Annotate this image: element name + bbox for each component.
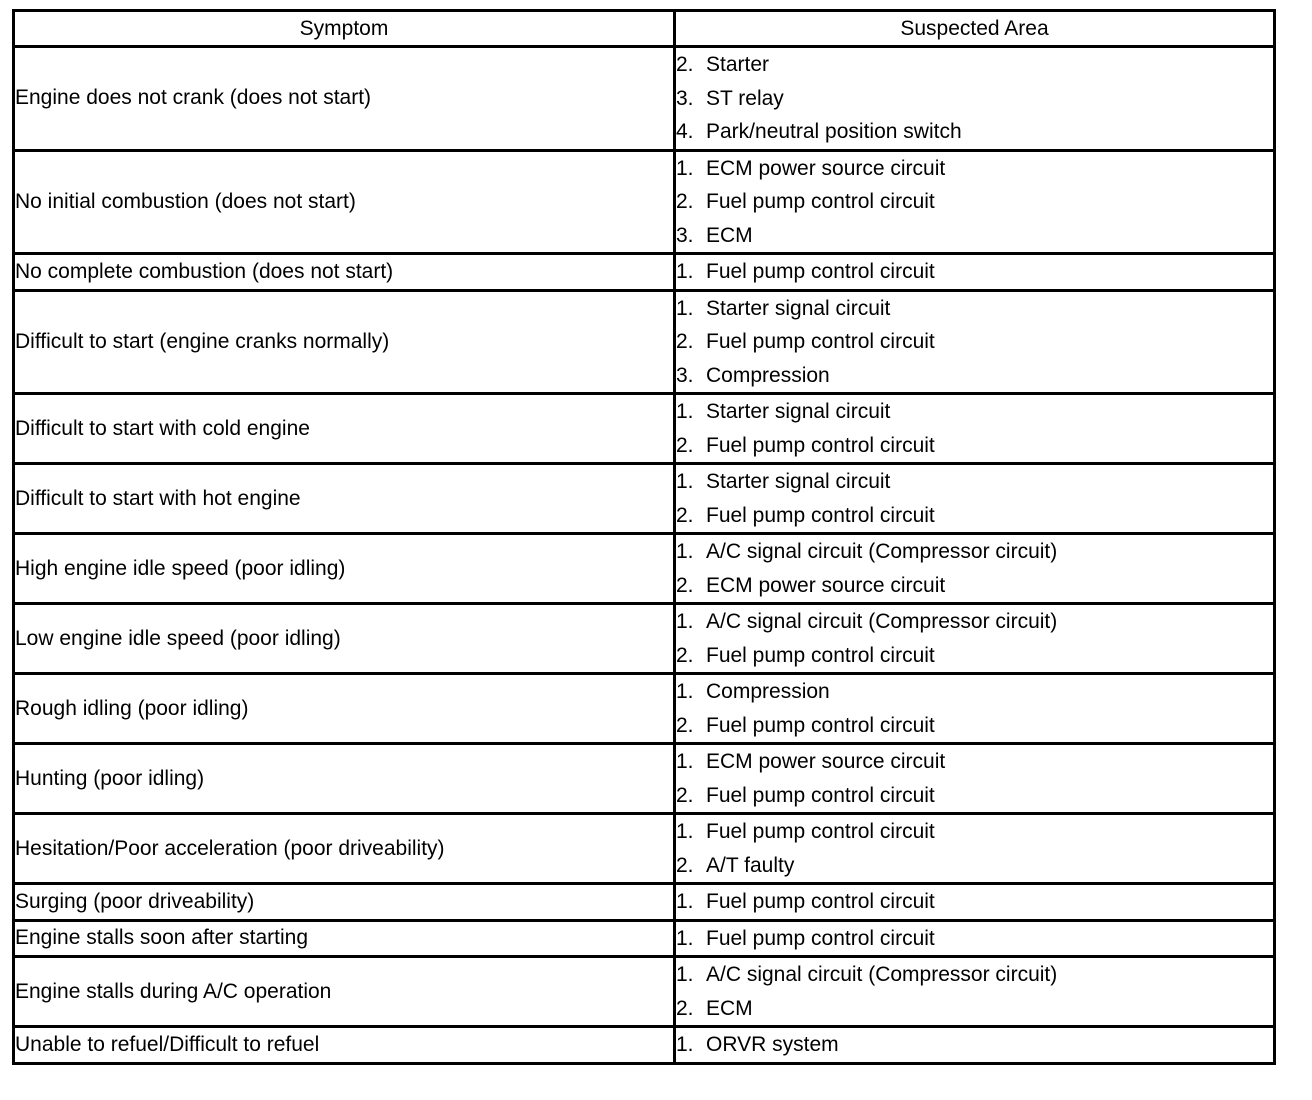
item-text: Fuel pump control circuit <box>706 433 935 457</box>
item-text: ST relay <box>706 86 784 110</box>
item-text: ECM power source circuit <box>706 750 946 773</box>
symptom-cell: No initial combustion (does not start) <box>14 150 675 254</box>
item-text: ECM <box>706 223 753 247</box>
suspected-area-cell <box>675 884 1275 921</box>
suspected-area-item <box>676 922 1273 956</box>
suspected-area-item <box>676 605 1273 639</box>
item-text: ECM <box>706 996 753 1020</box>
table-row <box>14 920 1275 957</box>
table-row <box>14 464 1275 534</box>
item-text: Compression <box>706 680 830 703</box>
table-body <box>14 47 1275 1064</box>
suspected-area-item <box>676 745 1273 779</box>
symptom-cell: Hunting (poor idling) <box>14 744 675 814</box>
table-row <box>14 604 1275 674</box>
symptom-table <box>12 9 1276 1065</box>
suspected-area-item <box>676 535 1273 569</box>
symptom-cell: Engine stalls soon after starting <box>14 920 675 957</box>
item-number: 2. <box>676 996 694 1020</box>
item-number: 2. <box>676 53 694 76</box>
suspected-area-item <box>676 359 1273 393</box>
item-text: A/C signal circuit (Compressor circuit) <box>706 610 1058 633</box>
suspected-area-item <box>676 1028 1273 1062</box>
suspected-area-item <box>676 465 1273 499</box>
symptom-cell: Unable to refuel/Difficult to refuel <box>14 1027 675 1064</box>
symptom-cell: Hesitation/Poor acceleration (poor driveability) <box>14 814 675 884</box>
item-number: 1. <box>676 890 694 913</box>
item-number: 1. <box>676 750 694 773</box>
item-text: Fuel pump control circuit <box>706 890 935 913</box>
suspected-area-item <box>676 675 1273 709</box>
item-number: 1. <box>676 1033 694 1056</box>
suspected-area-item <box>676 815 1273 849</box>
suspected-area-cell <box>675 814 1275 884</box>
suspected-area-cell <box>675 150 1275 254</box>
item-number: 1. <box>676 296 694 320</box>
item-text: Fuel pump control circuit <box>706 503 935 527</box>
table-row <box>14 1027 1275 1064</box>
item-number: 1. <box>676 540 694 563</box>
item-text: Fuel pump control circuit <box>706 926 935 950</box>
item-number: 1. <box>676 680 694 703</box>
item-text: Starter signal circuit <box>706 470 891 493</box>
suspected-area-item <box>676 958 1273 992</box>
item-text: Starter signal circuit <box>706 296 891 320</box>
suspected-area-item <box>676 115 1273 149</box>
suspected-area-cell <box>675 604 1275 674</box>
item-number: 4. <box>676 120 694 143</box>
suspected-area-item <box>676 325 1273 359</box>
suspected-area-item <box>676 219 1273 253</box>
table-row <box>14 290 1275 394</box>
item-number: 2. <box>676 713 694 737</box>
item-number: 2. <box>676 853 694 877</box>
item-number: 1. <box>676 400 694 423</box>
suspected-area-item <box>676 709 1273 743</box>
item-text: Fuel pump control circuit <box>706 643 935 667</box>
suspected-area-cell <box>675 290 1275 394</box>
suspected-area-cell <box>675 394 1275 464</box>
symptom-cell: Engine stalls during A/C operation <box>14 957 675 1027</box>
suspected-area-item <box>676 82 1273 116</box>
table-row <box>14 674 1275 744</box>
item-text: Fuel pump control circuit <box>706 783 935 807</box>
item-number: 3. <box>676 223 694 247</box>
table-row <box>14 254 1275 291</box>
item-text: Starter signal circuit <box>706 400 891 423</box>
suspected-area-cell <box>675 957 1275 1027</box>
table-row <box>14 744 1275 814</box>
suspected-area-cell <box>675 254 1275 291</box>
symptom-cell: Surging (poor driveability) <box>14 884 675 921</box>
item-text: A/C signal circuit (Compressor circuit) <box>706 963 1058 986</box>
item-text: A/C signal circuit (Compressor circuit) <box>706 540 1058 563</box>
table-row <box>14 150 1275 254</box>
suspected-area-item <box>676 255 1273 289</box>
table-row <box>14 534 1275 604</box>
suspected-area-item <box>676 429 1273 463</box>
item-text: ECM power source circuit <box>706 573 946 597</box>
item-text: Fuel pump control circuit <box>706 260 935 283</box>
suspected-area-cell <box>675 1027 1275 1064</box>
item-text: Fuel pump control circuit <box>706 820 935 843</box>
table-row <box>14 957 1275 1027</box>
table-row <box>14 814 1275 884</box>
item-number: 3. <box>676 86 694 110</box>
item-number: 2. <box>676 573 694 597</box>
suspected-area-item <box>676 152 1273 186</box>
item-text: Fuel pump control circuit <box>706 330 935 353</box>
symptom-cell: Rough idling (poor idling) <box>14 674 675 744</box>
suspected-area-item <box>676 992 1273 1026</box>
suspected-area-item <box>676 885 1273 919</box>
suspected-area-cell <box>675 744 1275 814</box>
item-text: Park/neutral position switch <box>706 120 962 143</box>
suspected-area-cell <box>675 534 1275 604</box>
suspected-area-item <box>676 639 1273 673</box>
item-number: 2. <box>676 503 694 527</box>
suspected-area-header: Suspected Area <box>675 11 1275 47</box>
suspected-area-item <box>676 569 1273 603</box>
table-row <box>14 47 1275 151</box>
item-text: Fuel pump control circuit <box>706 713 935 737</box>
item-text: Starter <box>706 53 770 76</box>
item-text: ECM power source circuit <box>706 156 946 180</box>
symptom-cell: Low engine idle speed (poor idling) <box>14 604 675 674</box>
item-number: 1. <box>676 963 694 986</box>
suspected-area-cell <box>675 47 1275 151</box>
symptom-header: Symptom <box>14 11 675 47</box>
symptom-cell: No complete combustion (does not start) <box>14 254 675 291</box>
suspected-area-item <box>676 779 1273 813</box>
table-row <box>14 884 1275 921</box>
item-number: 1. <box>676 610 694 633</box>
item-text: Compression <box>706 363 830 387</box>
symptom-cell: Difficult to start with cold engine <box>14 394 675 464</box>
item-number: 2. <box>676 190 694 213</box>
item-number: 1. <box>676 820 694 843</box>
item-number: 2. <box>676 783 694 807</box>
symptom-cell: Engine does not crank (does not start) <box>14 47 675 151</box>
item-text: ORVR system <box>706 1033 839 1056</box>
suspected-area-item <box>676 395 1273 429</box>
suspected-area-cell <box>675 674 1275 744</box>
header-row <box>14 11 1275 47</box>
suspected-area-item <box>676 499 1273 533</box>
item-text: A/T faulty <box>706 853 795 877</box>
suspected-area-item <box>676 849 1273 883</box>
suspected-area-item <box>676 48 1273 82</box>
item-number: 2. <box>676 433 694 457</box>
item-number: 1. <box>676 260 694 283</box>
suspected-area-item <box>676 185 1273 219</box>
item-number: 3. <box>676 363 694 387</box>
item-number: 2. <box>676 330 694 353</box>
item-number: 1. <box>676 926 694 950</box>
symptom-cell: High engine idle speed (poor idling) <box>14 534 675 604</box>
suspected-area-item <box>676 292 1273 326</box>
item-number: 2. <box>676 643 694 667</box>
item-text: Fuel pump control circuit <box>706 190 935 213</box>
symptom-cell: Difficult to start with hot engine <box>14 464 675 534</box>
symptom-cell: Difficult to start (engine cranks normally) <box>14 290 675 394</box>
item-number: 1. <box>676 156 694 180</box>
suspected-area-cell <box>675 464 1275 534</box>
item-number: 1. <box>676 470 694 493</box>
suspected-area-cell <box>675 920 1275 957</box>
table-row <box>14 394 1275 464</box>
